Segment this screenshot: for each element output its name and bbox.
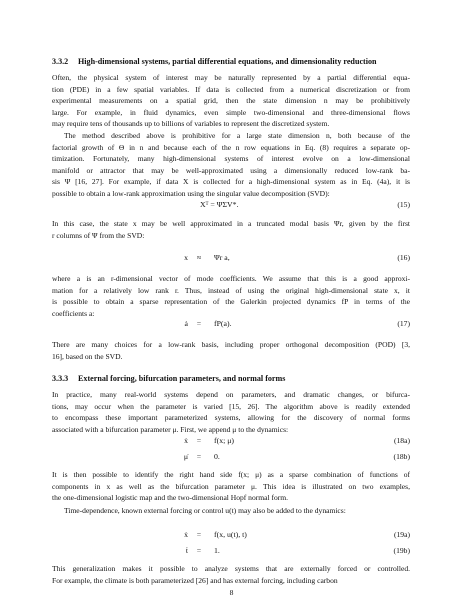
equation-relation: =: [196, 452, 202, 461]
text-line: This generalization makes it possible to analyze systems that are externally forced or controlled.: [52, 564, 410, 573]
text-line: sis Ψ [16, 27]. For example, if data X is collected for a high-dimensional system as in Eq. (4a), it is: [52, 177, 410, 187]
equation-rhs: 0.: [214, 452, 220, 461]
text-line: 16], based on the SVD.: [52, 351, 123, 361]
text-line: to encompass these important parameterized systems, allowing for the discovery of normal forms: [52, 413, 410, 423]
text-line: coefficients a:: [52, 308, 95, 318]
text-line: In practice, many real-world systems depend on parameters, and dramatic changes, or bifurca-: [52, 390, 410, 399]
paragraph-low-rank-basis: [52, 130, 410, 200]
text-line: possible to obtain a low-rank approximation using the singular value decomposition (SVD):: [52, 188, 330, 198]
equation-label: (16): [397, 253, 410, 262]
text-line: It is then possible to identify the right hand side f(x; μ) as a sparse combination of functions of: [52, 470, 410, 479]
section-title: High-dimensional systems, partial differential equations, and dimensionality reduction: [78, 57, 377, 66]
page-number: 8: [229, 588, 234, 597]
section-heading-3-3-2: [52, 57, 377, 66]
text-line: Often, the physical system of interest may be naturally represented by a partial differential equa-: [52, 73, 410, 82]
text-line: manifold or attractor that may be well-approximated using a dimensionally reduced low-rank ba-: [52, 165, 410, 175]
equation-lhs: μ̇: [183, 452, 188, 461]
equation-rhs: 1.: [214, 546, 220, 555]
text-line: r columns of Ψ from the SVD:: [52, 230, 145, 240]
section-title: External forcing, bifurcation parameters, and normal forms: [78, 374, 286, 383]
text-line: Time-dependence, known external forcing or control u(t) may also be added to the dynamics:: [64, 506, 346, 515]
paragraph-galerkin: [52, 273, 410, 319]
paragraph-truncated-basis: [52, 218, 410, 241]
section-number: 3.3.3: [52, 374, 69, 383]
equation-relation: ≈: [196, 253, 202, 262]
section-number: 3.3.2: [52, 57, 69, 66]
equation-relation: =: [196, 319, 202, 328]
text-line: factorial growth of Θ in n and because each of the n row equations in Eq. (8) requires a separate op-: [52, 142, 410, 152]
equation-19b: [52, 546, 410, 558]
section-heading-3-3-3: [52, 374, 285, 383]
equation-label: (15): [397, 200, 410, 209]
paragraph-bifurcation: [52, 389, 410, 435]
text-line: For example, the climate is both parameterized [26] and has external forcing, including carbon: [52, 575, 338, 585]
equation-label: (17): [397, 319, 410, 328]
text-line: In this case, the state x may be well approximated in a truncated modal basis Ψr, given by the first: [52, 219, 410, 228]
text-line: the one-dimensional logistic map and the two-dimensional Hopf normal form.: [52, 493, 288, 503]
paragraph-pod: [52, 339, 410, 362]
text-line: where a is an r-dimensional vector of mode coefficients. We assume that this is a good approxi-: [52, 274, 410, 283]
equation-19a: [52, 530, 410, 542]
equation-label: (19a): [393, 530, 410, 539]
equation-label: (18a): [393, 436, 410, 445]
equation-rhs: f(x, u(t), t): [214, 530, 247, 539]
equation-rhs: fP(a).: [214, 319, 232, 328]
text-line: timization. Fortunately, many high-dimensional systems of interest evolve on a low-dimensional: [52, 154, 410, 164]
equation-17: [52, 319, 410, 331]
equation-lhs: ṫ: [185, 546, 188, 555]
equation-16: [52, 253, 410, 265]
text-line: tions, may occur when the parameter is varied [15, 26]. The algorithm above is readily extended: [52, 401, 410, 411]
equation-label: (19b): [393, 546, 410, 555]
paragraph-time-dependence: [52, 505, 410, 517]
equation-relation: =: [196, 436, 202, 445]
equation-body: Xᵀ = ΨΣV*.: [200, 200, 239, 209]
equation-lhs: x: [184, 253, 188, 262]
text-line: may require tens of thousands up to billions of variables to represent the discretized system.: [52, 119, 330, 129]
text-line: experimental measurements on a spatial grid, then the state dimension n may be prohibitively: [52, 96, 410, 106]
text-line: mation for a relatively low rank r. Thus, instead of using the original high-dimensional state x, it: [52, 285, 410, 295]
text-line: The method described above is prohibitive for a large state dimension n, both because of the: [64, 131, 410, 140]
equation-relation: =: [196, 546, 202, 555]
paragraph-identify-rhs: [52, 469, 410, 504]
text-line: components in x as well as the bifurcation parameter μ. This idea is illustrated on two examples,: [52, 481, 410, 491]
text-line: large. For example, in fluid dynamics, even simple two-dimensional and three-dimensional flows: [52, 107, 410, 117]
text-line: There are many choices for a low-rank basis, including proper orthogonal decomposition (POD) [3,: [52, 340, 410, 349]
equation-rhs: Ψr a,: [214, 253, 230, 262]
equation-18a: [52, 436, 410, 448]
equation-rhs: f(x; μ): [214, 436, 234, 445]
equation-lhs: ȧ: [184, 319, 188, 328]
equation-relation: =: [196, 530, 202, 539]
equation-lhs: ẋ: [184, 530, 188, 539]
paragraph-high-dimensional-intro: [52, 72, 410, 130]
text-line: associated with a bifurcation parameter μ. First, we append μ to the dynamics:: [52, 424, 289, 434]
equation-18b: [52, 452, 410, 464]
text-line: is possible to obtain a sparse representation of the Galerkin projected dynamics fP in terms of the: [52, 297, 410, 307]
equation-label: (18b): [393, 452, 410, 461]
paragraph-forcing-examples: [52, 563, 410, 586]
equation-lhs: ẋ: [184, 436, 188, 445]
equation-15: [52, 200, 410, 212]
text-line: tion (PDE) in a few spatial variables. If data is collected from a numerical discretization or from: [52, 84, 410, 94]
